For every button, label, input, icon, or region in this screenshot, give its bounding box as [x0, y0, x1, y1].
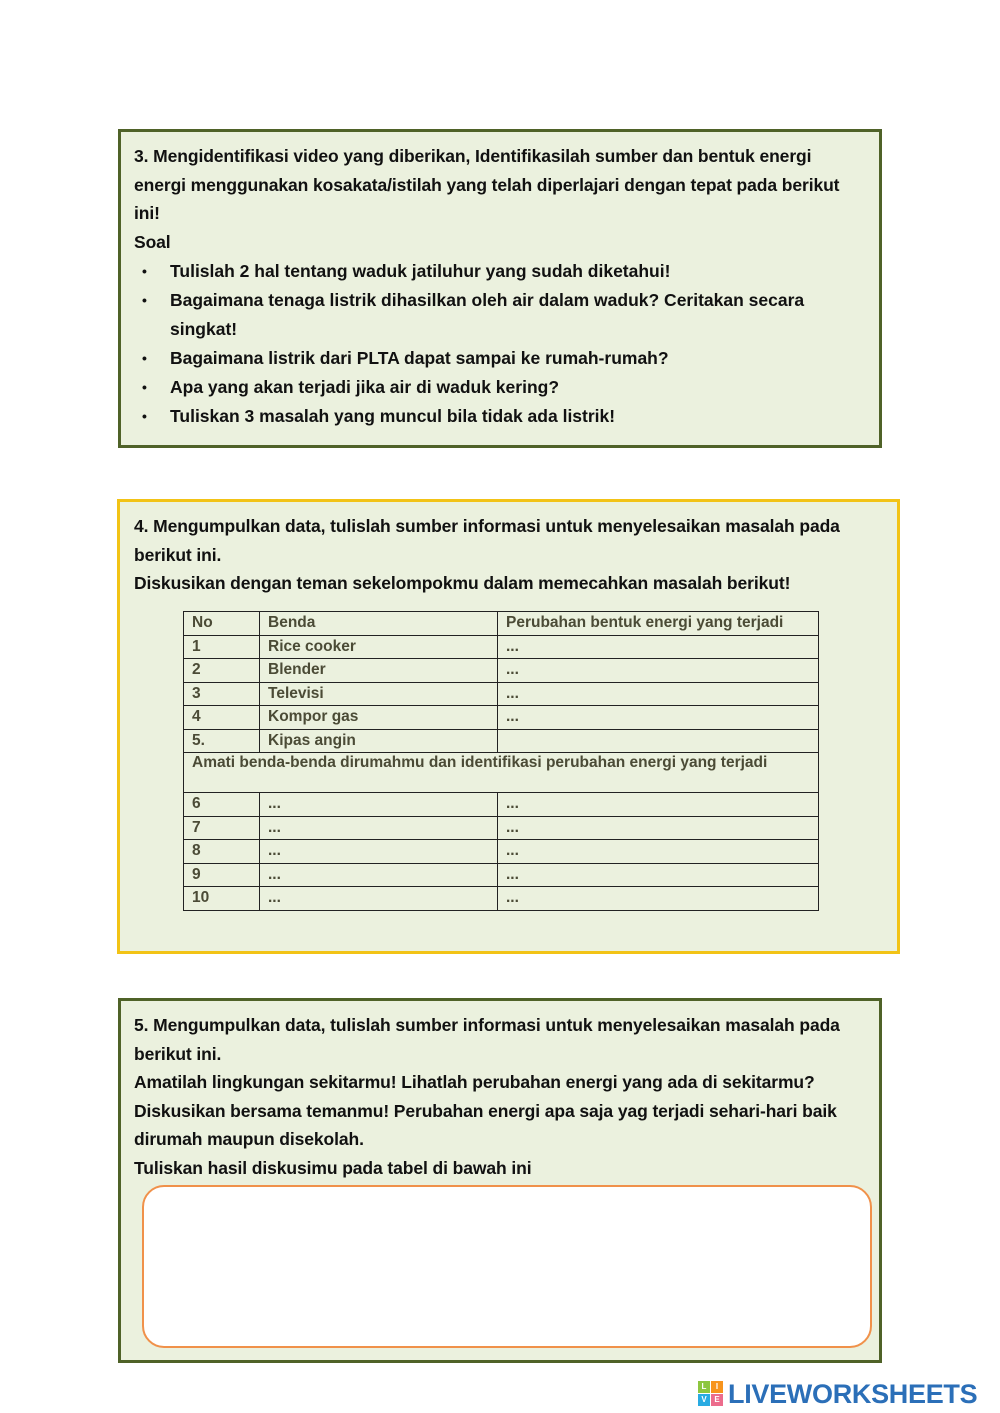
- liveworksheets-logo-icon: [698, 1381, 724, 1407]
- question-item: [134, 373, 865, 402]
- cell-no: 7: [184, 816, 260, 840]
- section-3-heading-line-2: energi menggunakan kosakata/istilah yang telah diperlajari dengan tepat pada berikut: [134, 174, 840, 195]
- cell-benda[interactable]: ...: [260, 793, 498, 817]
- section-4-heading-line-3: Diskusikan dengan teman sekelompokmu dalam memecahkan masalah berikut!: [134, 573, 791, 593]
- question-text: Tulislah 2 hal tentang waduk jatiluhur yang sudah diketahui!: [170, 261, 671, 281]
- table-row: [184, 887, 819, 911]
- table-row: [184, 682, 819, 706]
- table-row: [184, 863, 819, 887]
- section-3-heading-line-3: ini!: [134, 203, 160, 223]
- question-text: Bagaimana listrik dari PLTA dapat sampai ke rumah-rumah?: [170, 347, 669, 368]
- cell-perubahan[interactable]: ...: [498, 682, 819, 706]
- cell-benda: Rice cooker: [260, 635, 498, 659]
- cell-perubahan[interactable]: ...: [498, 793, 819, 817]
- question-text: Bagaimana tenaga listrik dihasilkan oleh air dalam waduk? Ceritakan secara singkat!: [170, 290, 805, 339]
- table-header-row: [184, 612, 819, 636]
- cell-perubahan[interactable]: ...: [498, 706, 819, 730]
- section-5-line-2: berikut ini.: [134, 1043, 222, 1064]
- cell-benda: Blender: [260, 659, 498, 683]
- brand-name: LIVEWORKSHEETS: [728, 1378, 978, 1409]
- cell-benda: Kompor gas: [260, 706, 498, 730]
- column-header-no: No: [184, 612, 260, 636]
- question-list: [134, 257, 865, 430]
- cell-benda[interactable]: ...: [260, 863, 498, 887]
- cell-no: 1: [184, 635, 260, 659]
- bullet-icon: •: [142, 263, 147, 279]
- cell-no: 8: [184, 840, 260, 864]
- cell-perubahan[interactable]: ...: [498, 840, 819, 864]
- liveworksheets-brand: [698, 1377, 977, 1411]
- question-item: [134, 257, 865, 286]
- merged-instruction-cell: Amati benda-benda dirumahmu dan identifikasi perubahan energi yang terjadi: [184, 753, 819, 793]
- question-text: Apa yang akan terjadi jika air di waduk kering?: [170, 376, 560, 397]
- section-3-panel: [118, 129, 882, 448]
- cell-benda: Kipas angin: [260, 729, 498, 753]
- cell-perubahan[interactable]: ...: [498, 659, 819, 683]
- question-item: [134, 286, 865, 343]
- cell-perubahan[interactable]: [498, 729, 819, 753]
- table-merged-row: [184, 753, 819, 793]
- section-4-heading-line-2: berikut ini.: [134, 544, 222, 565]
- cell-no: 4: [184, 706, 260, 730]
- table-row: [184, 659, 819, 683]
- answer-text-box[interactable]: [142, 1185, 872, 1348]
- cell-no: 5.: [184, 729, 260, 753]
- cell-perubahan[interactable]: ...: [498, 635, 819, 659]
- cell-no: 9: [184, 863, 260, 887]
- logo-letter: E: [711, 1394, 723, 1406]
- table-row: [184, 816, 819, 840]
- bullet-icon: •: [142, 292, 147, 308]
- bullet-icon: •: [142, 407, 147, 424]
- cell-benda: Televisi: [260, 682, 498, 706]
- question-text: Tuliskan 3 masalah yang muncul bila tidak ada listrik!: [170, 405, 616, 426]
- cell-no: 3: [184, 682, 260, 706]
- column-header-benda: Benda: [260, 612, 498, 636]
- section-5-line-5: dirumah maupun disekolah.: [134, 1129, 364, 1149]
- column-header-perubahan: Perubahan bentuk energi yang terjadi: [498, 612, 819, 636]
- cell-no: 2: [184, 659, 260, 683]
- table-row: [184, 706, 819, 730]
- section-3-heading-line-1: 3. Mengidentifikasi video yang diberikan, Identifikasilah sumber dan bentuk energi: [134, 146, 812, 166]
- bullet-icon: •: [142, 349, 147, 366]
- cell-perubahan[interactable]: ...: [498, 863, 819, 887]
- table-row: [184, 793, 819, 817]
- cell-benda[interactable]: ...: [260, 887, 498, 911]
- energy-change-table: [183, 611, 819, 911]
- cell-benda[interactable]: ...: [260, 840, 498, 864]
- section-4-panel: [117, 499, 900, 954]
- section-5-line-6: Tuliskan hasil diskusimu pada tabel di bawah ini: [134, 1157, 532, 1178]
- logo-letter: L: [698, 1381, 710, 1393]
- soal-label: Soal: [134, 231, 171, 252]
- table-row: [184, 840, 819, 864]
- section-5-line-1: 5. Mengumpulkan data, tulislah sumber informasi untuk menyelesaikan masalah pada: [134, 1015, 840, 1035]
- cell-no: 10: [184, 887, 260, 911]
- cell-perubahan[interactable]: ...: [498, 816, 819, 840]
- question-item: [134, 402, 865, 431]
- section-4-heading-line-1: 4. Mengumpulkan data, tulislah sumber informasi untuk menyelesaikan masalah pada: [134, 516, 840, 536]
- section-5-panel: [118, 998, 882, 1363]
- section-5-line-3: Amatilah lingkungan sekitarmu! Lihatlah perubahan energi yang ada di sekitarmu?: [134, 1072, 815, 1092]
- logo-letter: V: [698, 1394, 710, 1406]
- table-row: [184, 635, 819, 659]
- cell-perubahan[interactable]: ...: [498, 887, 819, 911]
- question-item: [134, 344, 865, 373]
- cell-no: 6: [184, 793, 260, 817]
- table-row: [184, 729, 819, 753]
- bullet-icon: •: [142, 378, 147, 395]
- cell-benda[interactable]: ...: [260, 816, 498, 840]
- logo-letter: I: [711, 1381, 723, 1393]
- section-5-line-4: Diskusikan bersama temanmu! Perubahan energi apa saja yag terjadi sehari-hari baik: [134, 1100, 837, 1121]
